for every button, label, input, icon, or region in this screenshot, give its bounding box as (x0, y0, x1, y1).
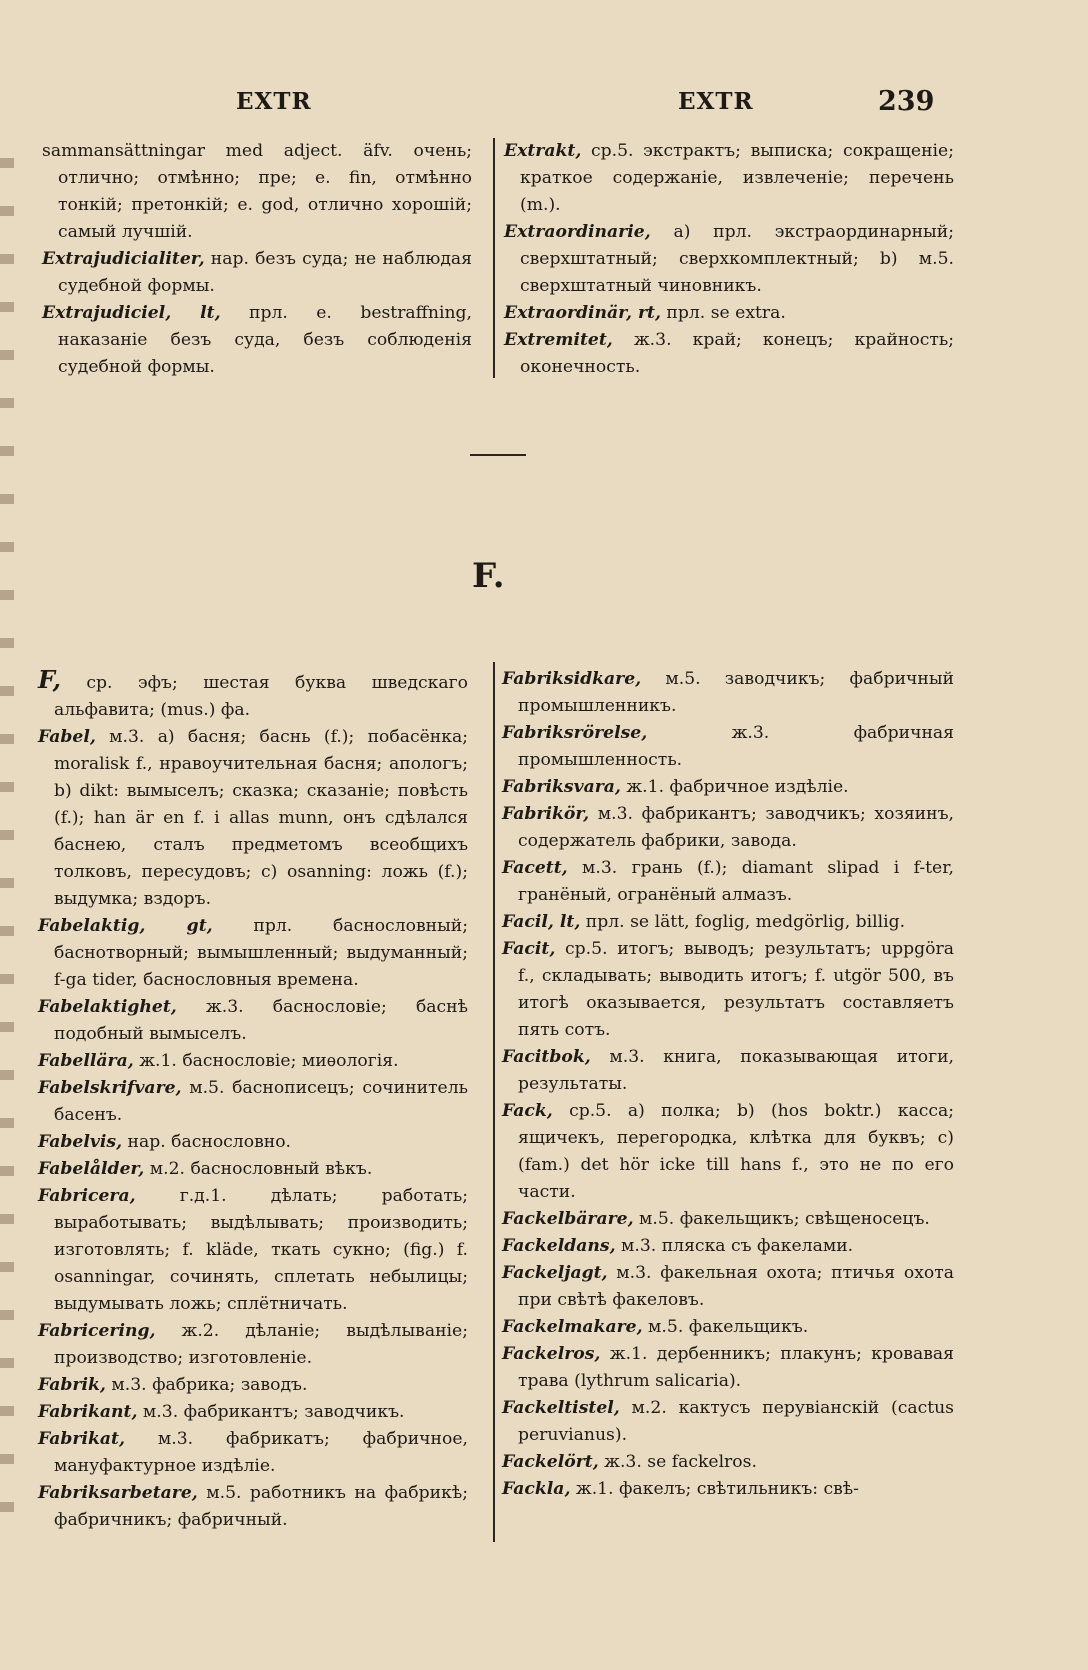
dictionary-entry: Fackelros, ж.1. дербенникъ; плакунъ; кровавая трава (lythrum salicaria). (502, 1344, 954, 1391)
dictionary-entry: Fack, ср.5. a) полка; b) (hos boktr.) касса; ящичекъ, перегородка, клѣтка для буквъ; c) (fam.) det hör icke till hans f., это не по его части. (502, 1101, 954, 1202)
dictionary-entry: Fackeldans, м.3. пляска съ факелами. (502, 1236, 854, 1256)
column-divider (493, 662, 495, 1542)
dictionary-entry: Fabriksrörelse, ж.3. фабричная промышленность. (502, 723, 954, 770)
dictionary-entry: Fackeljagt, м.3. факельная охота; птичья охота при свѣтѣ факеловъ. (502, 1263, 954, 1310)
dictionary-entry: Fackelört, ж.3. se fackelros. (502, 1452, 757, 1472)
dictionary-entry: Extrajudicialiter, нар. безъ суда; не наблюдая судебной формы. (42, 249, 472, 296)
dictionary-entry: Fabelskrifvare, м.5. баснописецъ; сочинитель басенъ. (38, 1078, 468, 1125)
dictionary-entry: Fabrikör, м.3. фабрикантъ; заводчикъ; хозяинъ, содержатель фабрики, завода. (502, 804, 954, 851)
dictionary-entry: Fabelaktig, gt, прл. баснословный; баснотворный; вымышленный; выдуманный; f-ga tider, баснословныя времена. (38, 916, 468, 990)
dictionary-entry: Fabriksarbetare, м.5. работникъ на фабрикѣ; фабричникъ; фабричный. (38, 1483, 468, 1530)
dictionary-entry: Fabrikat, м.3. фабрикатъ; фабричное, мануфактурное издѣліе. (38, 1429, 468, 1476)
dictionary-entry: Extraordinär, rt, прл. se extra. (504, 303, 786, 323)
column-divider (493, 138, 495, 378)
dictionary-entry: F, ср. эфъ; шестая буква шведскаго альфавита; (mus.) фа. (38, 665, 468, 720)
letter-heading: F. (472, 556, 505, 596)
page-number: 239 (878, 86, 935, 117)
running-head-right: EXTR (678, 88, 754, 115)
top-left-column (42, 138, 472, 381)
dictionary-entry: Facitbok, м.3. книга, показывающая итоги, результаты. (502, 1047, 954, 1094)
dictionary-entry: sammansättningar med adject. äfv. очень; отлично; отмѣнно; пре; e. fin, отмѣнно тонкій; претонкій; e. god, отлично хорошій; самый лучшій. (42, 141, 472, 242)
dictionary-entry: Fabel, м.3. a) басня; баснь (f.); побасёнка; moralisk f., нравоучительная басня; апологъ; b) dikt: вымыселъ; сказка; сказаніе; повѣсть (f.); han är en f. i allas munn, онъ сдѣлался баснею, сталъ предметомъ всеобщихъ толковъ, пересудовъ; c) osanning: ложь (f.); выдумка; вздоръ. (38, 727, 468, 909)
top-right-column (504, 138, 954, 381)
dictionary-entry: Fabelålder, м.2. баснословный вѣкъ. (38, 1159, 373, 1179)
running-head-left: EXTR (236, 88, 312, 115)
dictionary-entry: Fackeltistel, м.2. кактусъ перувіанскій (cactus peruvianus). (502, 1398, 954, 1445)
page-edge-shadow (0, 120, 14, 1520)
bottom-right-column (502, 666, 954, 1503)
dictionary-entry: Fabelvis, нар. баснословно. (38, 1132, 292, 1152)
dictionary-entry: Fabricering, ж.2. дѣланіе; выдѣлываніе; производство; изготовленіе. (38, 1321, 468, 1368)
dictionary-entry: Fackelbärare, м.5. факельщикъ; свѣщеносецъ. (502, 1209, 930, 1229)
dictionary-entry: Extremitet, ж.3. край; конецъ; крайность; оконечность. (504, 330, 954, 377)
dictionary-entry: Facett, м.3. грань (f.); diamant slipad i f-ter, гранёный, огранёный алмазъ. (502, 858, 954, 905)
dictionary-entry: Facit, ср.5. итогъ; выводъ; результатъ; uppgöra f., складывать; выводить итогъ; f. utgör 500, въ итогѣ оказывается, результатъ составляетъ пять сотъ. (502, 939, 954, 1040)
dictionary-entry: Extrakt, ср.5. экстрактъ; выписка; сокращеніе; краткое содержаніе, извлеченіе; перечень (m.). (504, 141, 954, 215)
dictionary-entry: Fabriksidkare, м.5. заводчикъ; фабричный промышленникъ. (502, 669, 954, 716)
dictionary-entry: Fabricera, г.д.1. дѣлать; работать; выработывать; выдѣлывать; производить; изготовлять; f. kläde, ткать сукно; (fig.) f. osanningar, сочинять, сплетать небылицы; выдумывать ложь; сплётничать. (38, 1186, 468, 1314)
dictionary-entry: Fabrik, м.3. фабрика; заводъ. (38, 1375, 308, 1395)
dictionary-entry: Fabriksvara, ж.1. фабричное издѣліе. (502, 777, 849, 797)
dictionary-entry: Fabellära, ж.1. баснословіе; миѳологія. (38, 1051, 399, 1071)
dictionary-entry: Facil, lt, прл. se lätt, foglig, medgörlig, billig. (502, 912, 906, 932)
bottom-left-column (38, 666, 468, 1534)
dictionary-entry: Extraordinarie, a) прл. экстраординарный; сверхштатный; сверхкомплектный; b) м.5. сверхштатный чиновникъ. (504, 222, 954, 296)
dictionary-entry: Fackelmakare, м.5. факельщикъ. (502, 1317, 809, 1337)
section-rule (470, 454, 526, 456)
dictionary-entry: Fackla, ж.1. факелъ; свѣтильникъ: свѣ- (502, 1479, 859, 1499)
dictionary-entry: Extrajudiciel, lt, прл. e. bestraffning, наказаніе безъ суда, безъ соблюденія судебной формы. (42, 303, 472, 377)
dictionary-entry: Fabrikant, м.3. фабрикантъ; заводчикъ. (38, 1402, 405, 1422)
dictionary-entry: Fabelaktighet, ж.3. баснословіе; баснѣ подобный вымыселъ. (38, 997, 468, 1044)
